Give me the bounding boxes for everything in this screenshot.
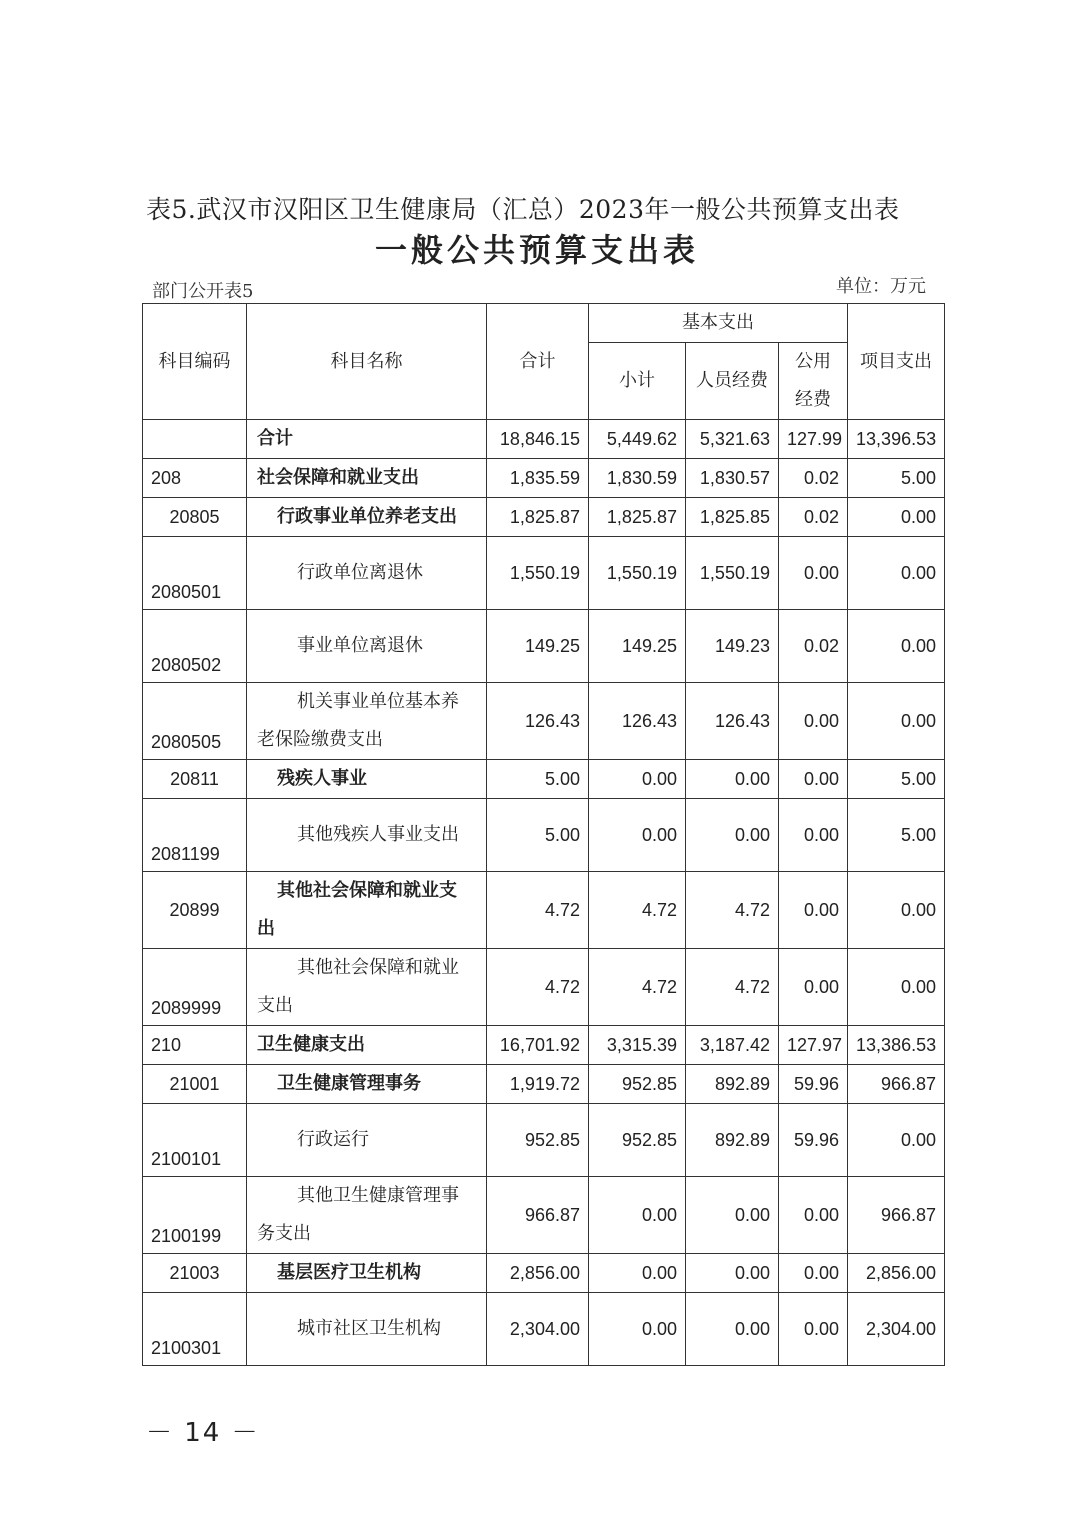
row-personnel: 126.43: [686, 683, 779, 760]
row-project: 966.87: [848, 1065, 945, 1104]
table-caption: 表5.武汉市汉阳区卫生健康局（汇总）2023年一般公共预算支出表: [146, 195, 900, 224]
row-personnel: 0.00: [686, 1293, 779, 1366]
row-total: 1,825.87: [487, 498, 589, 537]
row-code: 2089999: [143, 949, 247, 1026]
row-code: 21001: [143, 1065, 247, 1104]
row-project: 2,856.00: [848, 1254, 945, 1293]
row-public: 0.00: [779, 1293, 848, 1366]
row-public: 59.96: [779, 1065, 848, 1104]
department-table-label: 部门公开表5: [152, 281, 254, 302]
row-name-text: 城市社区卫生机构: [297, 1318, 441, 1339]
table-row: [143, 872, 945, 949]
table-row: [143, 610, 945, 683]
row-code: 20805: [143, 498, 247, 537]
row-project: 0.00: [848, 498, 945, 537]
row-name: [247, 1293, 487, 1366]
row-project: 5.00: [848, 799, 945, 872]
row-name: [247, 1177, 487, 1254]
row-project: 2,304.00: [848, 1293, 945, 1366]
row-subtotal: 0.00: [589, 760, 686, 799]
row-total: 18,846.15: [487, 420, 589, 459]
row-name-line-2: 务支出: [257, 1223, 311, 1244]
row-name-line-1: 机关事业单位基本养: [297, 691, 459, 712]
row-total: 1,919.72: [487, 1065, 589, 1104]
row-name-text: 行政单位离退休: [297, 562, 423, 583]
row-personnel: 1,550.19: [686, 537, 779, 610]
row-project: 0.00: [848, 872, 945, 949]
row-name-line-2: 支出: [257, 995, 293, 1016]
row-public: 0.00: [779, 683, 848, 760]
row-public: 0.02: [779, 610, 848, 683]
header-project-expenditure: 项目支出: [848, 304, 945, 420]
row-project: 0.00: [848, 537, 945, 610]
row-subtotal: 126.43: [589, 683, 686, 760]
row-public: 127.99: [779, 420, 848, 459]
row-personnel: 892.89: [686, 1104, 779, 1177]
row-personnel: 3,187.42: [686, 1026, 779, 1065]
row-project: 0.00: [848, 683, 945, 760]
row-personnel: 149.23: [686, 610, 779, 683]
row-personnel: 1,825.85: [686, 498, 779, 537]
table-row: [143, 799, 945, 872]
row-code: 21003: [143, 1254, 247, 1293]
row-total: 149.25: [487, 610, 589, 683]
row-code: 208: [143, 459, 247, 498]
row-name: 残疾人事业: [247, 760, 487, 799]
row-subtotal: 4.72: [589, 872, 686, 949]
header-personnel: 人员经费: [686, 343, 779, 420]
row-public: 127.97: [779, 1026, 848, 1065]
row-subtotal: 1,550.19: [589, 537, 686, 610]
row-public: 0.00: [779, 1254, 848, 1293]
row-total: 5.00: [487, 760, 589, 799]
header-total: 合计: [487, 304, 589, 420]
row-name: 社会保障和就业支出: [247, 459, 487, 498]
row-personnel: 4.72: [686, 872, 779, 949]
row-public: 0.00: [779, 760, 848, 799]
row-public: 0.00: [779, 537, 848, 610]
row-total: 5.00: [487, 799, 589, 872]
row-code: 210: [143, 1026, 247, 1065]
row-total: 16,701.92: [487, 1026, 589, 1065]
row-code: 2100199: [143, 1177, 247, 1254]
table-row: [143, 683, 945, 760]
row-project: 0.00: [848, 949, 945, 1026]
row-name: [247, 872, 487, 949]
header-subtotal: 小计: [589, 343, 686, 420]
row-code: 2080502: [143, 610, 247, 683]
row-name-text: 事业单位离退休: [297, 635, 423, 656]
row-name: [247, 799, 487, 872]
table-row: [143, 1065, 945, 1104]
row-total: 2,304.00: [487, 1293, 589, 1366]
row-name: 行政事业单位养老支出: [247, 498, 487, 537]
row-name: [247, 537, 487, 610]
row-name: [247, 683, 487, 760]
row-subtotal: 0.00: [589, 799, 686, 872]
table-row-total: [143, 420, 945, 459]
page-number: － 14 －: [146, 1418, 260, 1448]
row-code: 20811: [143, 760, 247, 799]
table-row: [143, 1177, 945, 1254]
row-code: 20899: [143, 872, 247, 949]
row-code: 2080501: [143, 537, 247, 610]
row-total: 4.72: [487, 949, 589, 1026]
row-project: 0.00: [848, 610, 945, 683]
row-public: 0.00: [779, 949, 848, 1026]
row-subtotal: 1,825.87: [589, 498, 686, 537]
row-subtotal: 0.00: [589, 1254, 686, 1293]
table-row: [143, 949, 945, 1026]
row-name-line-1: 其他社会保障和就业支: [277, 880, 457, 901]
header-code: 科目编码: [143, 304, 247, 420]
page-title: 一般公共预算支出表: [374, 231, 699, 269]
row-personnel: 0.00: [686, 1254, 779, 1293]
table-row: [143, 459, 945, 498]
row-subtotal: 1,830.59: [589, 459, 686, 498]
row-name: 合计: [247, 420, 487, 459]
row-code: 2100101: [143, 1104, 247, 1177]
row-name: [247, 610, 487, 683]
row-project: 5.00: [848, 760, 945, 799]
row-personnel: 0.00: [686, 799, 779, 872]
header-name: 科目名称: [247, 304, 487, 420]
row-public: 0.00: [779, 1177, 848, 1254]
table-row: [143, 1254, 945, 1293]
row-code: 2081199: [143, 799, 247, 872]
row-public: 0.02: [779, 498, 848, 537]
row-code: 2100301: [143, 1293, 247, 1366]
row-name: 基层医疗卫生机构: [247, 1254, 487, 1293]
row-subtotal: 3,315.39: [589, 1026, 686, 1065]
table-row: [143, 760, 945, 799]
row-subtotal: 0.00: [589, 1293, 686, 1366]
unit-label: 单位：万元: [836, 276, 926, 297]
row-subtotal: 0.00: [589, 1177, 686, 1254]
row-code: 2080505: [143, 683, 247, 760]
row-total: 126.43: [487, 683, 589, 760]
row-personnel: 4.72: [686, 949, 779, 1026]
row-subtotal: 952.85: [589, 1104, 686, 1177]
row-project: 13,396.53: [848, 420, 945, 459]
table-row: [143, 1104, 945, 1177]
budget-table: [142, 303, 945, 1366]
row-total: 4.72: [487, 872, 589, 949]
row-personnel: 1,830.57: [686, 459, 779, 498]
table-row: [143, 537, 945, 610]
row-name-line-1: 其他卫生健康管理事: [297, 1185, 459, 1206]
row-name: [247, 1104, 487, 1177]
row-name-line-1: 其他社会保障和就业: [297, 957, 459, 978]
table-row: [143, 1293, 945, 1366]
row-name: 卫生健康支出: [247, 1026, 487, 1065]
row-subtotal: 5,449.62: [589, 420, 686, 459]
table-row: [143, 498, 945, 537]
table-row: [143, 1026, 945, 1065]
row-public: 0.00: [779, 872, 848, 949]
header-public: 公用经费: [779, 343, 848, 420]
row-project: 13,386.53: [848, 1026, 945, 1065]
row-name-line-2: 出: [257, 918, 275, 939]
row-personnel: 5,321.63: [686, 420, 779, 459]
row-subtotal: 4.72: [589, 949, 686, 1026]
row-personnel: 892.89: [686, 1065, 779, 1104]
row-name-text: 其他残疾人事业支出: [297, 824, 459, 845]
row-name: [247, 949, 487, 1026]
row-total: 952.85: [487, 1104, 589, 1177]
row-code: [143, 420, 247, 459]
row-name: 卫生健康管理事务: [247, 1065, 487, 1104]
row-total: 1,550.19: [487, 537, 589, 610]
row-total: 2,856.00: [487, 1254, 589, 1293]
row-name-line-2: 老保险缴费支出: [257, 729, 383, 750]
row-total: 1,835.59: [487, 459, 589, 498]
row-personnel: 0.00: [686, 1177, 779, 1254]
row-public: 0.00: [779, 799, 848, 872]
row-total: 966.87: [487, 1177, 589, 1254]
row-subtotal: 952.85: [589, 1065, 686, 1104]
row-project: 966.87: [848, 1177, 945, 1254]
row-name-text: 行政运行: [297, 1129, 369, 1150]
row-subtotal: 149.25: [589, 610, 686, 683]
row-personnel: 0.00: [686, 760, 779, 799]
row-project: 5.00: [848, 459, 945, 498]
row-project: 0.00: [848, 1104, 945, 1177]
row-public: 0.02: [779, 459, 848, 498]
row-public: 59.96: [779, 1104, 848, 1177]
header-basic-expenditure: 基本支出: [589, 304, 848, 343]
